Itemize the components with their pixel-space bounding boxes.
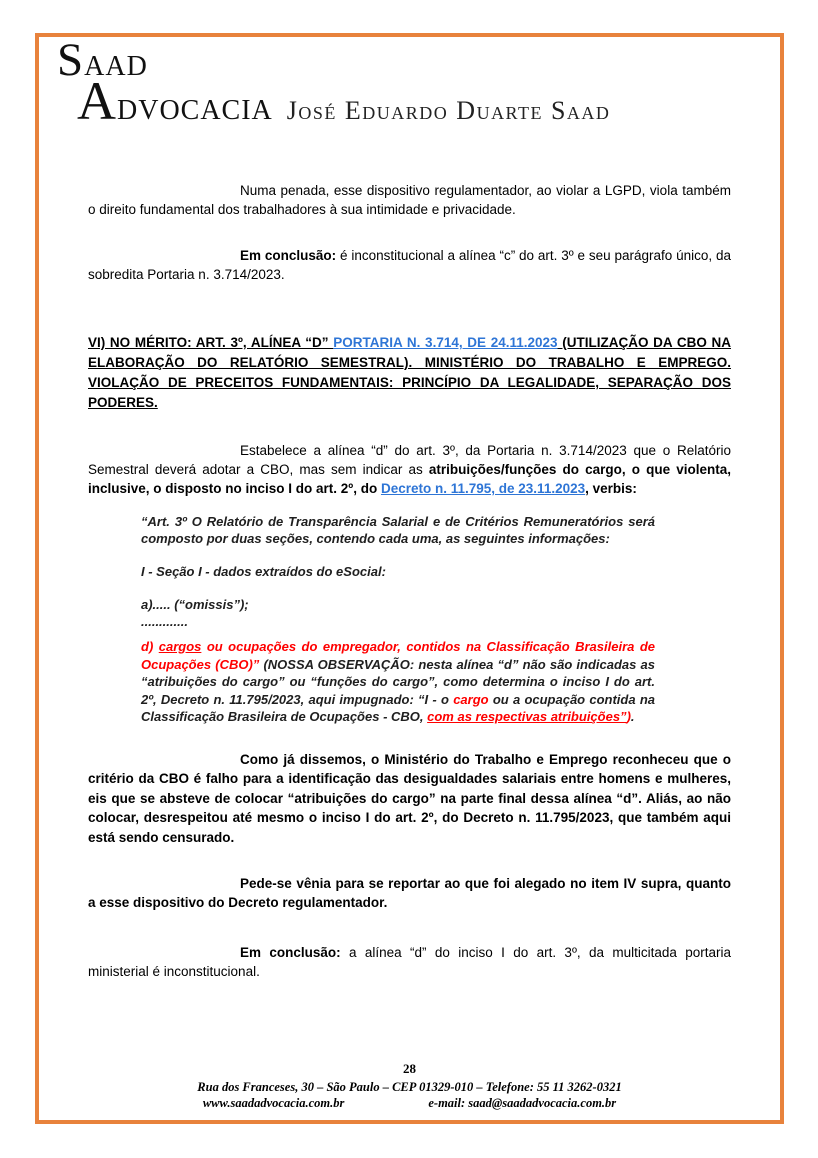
- estabelece-tail-text: , verbis:: [585, 481, 637, 496]
- paragraph-estabelece: [88, 441, 731, 498]
- footer-website[interactable]: www.saadadvocacia.com.br: [202, 1096, 345, 1110]
- logo-initial-a: A: [77, 71, 117, 131]
- section-heading-vi: [88, 333, 731, 413]
- footer-address: Rua dos Franceses, 30 – São Paulo – CEP 01329-010 – Telefone: 55 11 3262-0321: [197, 1080, 622, 1094]
- decreto-11795-link[interactable]: Decreto n. 11.795, de 23.11.2023: [380, 481, 586, 496]
- logo-rest-dvocacia: DVOCACIA: [117, 95, 273, 126]
- document-body: [39, 181, 780, 981]
- heading-pre-text: VI) NO MÉRITO: ART. 3º, ALÍNEA “D”: [88, 335, 334, 350]
- quote-paragraph-3: a)..... (“omissis”);: [141, 597, 249, 612]
- logo-initial-s: S: [57, 34, 85, 86]
- observation-run-1: (NOSSA OBSERVAÇÃO: nesta alínea “d” não são indicadas as “atribuições do cargo” ou “funções do cargo”, como determina o inciso I do art. 2º, Decreto n. 11.795/2023, aqui impugnado: “I - o: [141, 656, 655, 707]
- firm-name: José Eduardo Duarte Saad: [286, 96, 611, 125]
- conclusion-d-lead: Em conclusão:: [240, 945, 341, 960]
- logo-word-advocacia: [53, 71, 780, 137]
- red-run-1: d): [141, 639, 159, 654]
- conclusion-d-text: a alínea “d” do inciso I do art. 3º, da multicitada portaria ministerial é inconstitucional.: [88, 945, 732, 979]
- paragraph-conclusion-alinea-d: [88, 943, 731, 981]
- red-underline-atribuicoes: com as respectivas atribuições”: [427, 709, 627, 724]
- page-footer: [39, 1061, 780, 1111]
- page-number: 28: [403, 1061, 416, 1076]
- quote-block-art3: [141, 513, 655, 630]
- portaria-3714-link[interactable]: PORTARIA N. 3.714, DE 24.11.2023: [333, 335, 558, 350]
- paragraph-intro: [88, 181, 731, 219]
- observation-run-3: .: [630, 709, 635, 724]
- paragraph-conclusion-alinea-c: [88, 246, 731, 284]
- estabelece-normal-text: Estabelece a alínea “d” do art. 3º, da Portaria n. 3.714/2023 que o Relatório Semestral deverá adotar a CBO, mas sem indicar as: [88, 443, 731, 477]
- pedese-text: Pede-se vênia para se reportar ao que foi alegado no item IV supra, quanto a esse dispositivo do Decreto regulamentador.: [88, 876, 731, 910]
- heading-post-text: (UTILIZAÇÃO DA CBO NA ELABORAÇÃO DO RELATÓRIO SEMESTRAL). MINISTÉRIO DO TRABALHO E EMPREGO. VIOLAÇÃO DE PRECEITOS FUNDAMENTAIS: PRINCÍPIO DA LEGALIDADE, SEPARAÇÃO DOS PODERES.: [88, 335, 731, 410]
- quote-paragraph-4: .............: [141, 614, 188, 629]
- red-run-paren: ): [626, 709, 631, 724]
- red-run-cargo: cargo: [453, 691, 489, 707]
- estabelece-bold-text: atribuições/funções do cargo, o que violenta, inclusive, o disposto no inciso I do art. 2º, do: [88, 462, 731, 496]
- red-underline-cargos: cargos: [158, 639, 202, 654]
- footer-contact-line: [39, 1095, 780, 1111]
- observation-run-2: ou a ocupação contida na Classificação Brasileira de Ocupações - CBO,: [141, 691, 656, 724]
- conclusion-lead: Em conclusão:: [240, 248, 337, 263]
- paragraph-intro-text: Numa penada, esse dispositivo regulamentador, ao violar a LGPD, viola também o direito fundamental dos trabalhadores à sua intimidade e privacidade.: [88, 183, 731, 217]
- firm-logo: [53, 34, 780, 137]
- conclusion-text: é inconstitucional a alínea “c” do art. 3º e seu parágrafo único, da sobredita Portaria n. 3.714/2023.: [88, 248, 731, 282]
- paragraph-pede-se-venia: [88, 874, 731, 912]
- quote-paragraph-1: “Art. 3º O Relatório de Transparência Salarial e de Critérios Remuneratórios será composto por duas seções, contendo cada uma, as seguintes informações:: [141, 514, 655, 546]
- paragraph-como-ja-dissemos: [88, 750, 731, 848]
- page-border-frame: [35, 33, 784, 1124]
- logo-rest-aad: AAD: [84, 51, 148, 82]
- quote-block-alinea-d-annotated: [141, 638, 655, 726]
- como-text: Como já dissemos, o Ministério do Trabalho e Emprego reconheceu que o critério da CBO é falho para a identificação das desigualdades salariais entre homens e mulheres, eis que se absteve de colocar “atribuições do cargo” na parte final dessa alínea “d”. Aliás, ao não colocar, desrespeitou até mesmo o inciso I do art. 2º, do Decreto n. 11.795/2023, que também aqui está sendo censurado.: [88, 751, 731, 845]
- quote-paragraph-2: I - Seção I - dados extraídos do eSocial:: [141, 564, 386, 579]
- footer-email[interactable]: e-mail: saad@saadadvocacia.com.br: [428, 1096, 617, 1110]
- red-run-2: ou ocupações do empregador, contidos na Classificação Brasileira de Ocupações (CBO)”: [141, 639, 655, 672]
